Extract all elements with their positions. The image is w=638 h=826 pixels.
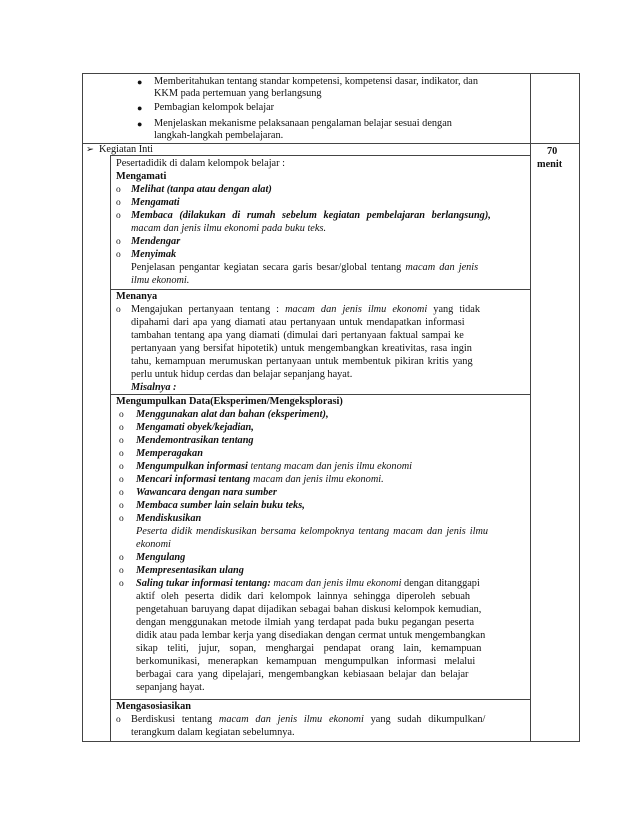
section-divider-mengasosiasikan [110,699,530,700]
mengamati-penjelasan-continued: ilmu ekonomi. [131,275,190,286]
mengamati-item: Menyimak [131,249,177,260]
mengamati-item: Membaca (dilakukan di rumah sebelum kegiatan pembelajaran berlangsung), [131,210,491,221]
intro-bullet-text: KKM pada pertemuan yang berlangsung [154,88,322,99]
mengumpulkan-item: Menggunakan alat dan bahan (eksperiment), [136,409,329,420]
mengumpulkan-item-continued: sikap teliti, jujur, sopan, menghargai pendapat orang lain, kemampuan [136,643,482,654]
mengamati-item: Mengamati [131,197,180,208]
circle-bullet-icon: o [119,514,124,524]
mengasosiasikan-line: terangkum dalam kegiatan sebelumnya. [131,727,295,738]
circle-bullet-icon: o [116,305,121,315]
circle-bullet-icon: o [116,237,121,247]
menanya-misalnya: Misalnya : [131,382,177,393]
mengumpulkan-item: Mendemontrasikan tentang [136,435,254,446]
menanya-line: tambahan tentang apa yang diamati (dimulai dari pertanyaan faktual sampai ke [131,330,464,341]
menanya-line: perlu untuk hidup cerdas dan belajar sepanjang hayat. [131,369,353,380]
arrow-bullet-icon: ➢ [86,145,94,155]
mengumpulkan-item-continued: berkomunikasi, menerapkan kemampuan mengumpulkan informasi melalui [136,656,476,667]
circle-bullet-icon: o [119,475,124,485]
mengumpulkan-item-continued: berbagai cara yang dipelajari, mengembangkan kebiasaan belajar dan belajar [136,669,469,680]
mengumpulkan-item: Wawancara dengan nara sumber [136,487,277,498]
circle-bullet-icon: o [116,250,121,260]
column-divider [530,73,531,742]
section-divider-menanya [110,289,530,290]
mengumpulkan-item-continued: aktif oleh peserta didik dari kelompok lainnya sehingga diperoleh sebuah [136,591,471,602]
mengumpulkan-item: Mendiskusikan [136,513,202,524]
mengamati-item: Melihat (tanpa atau dengan alat) [131,184,272,195]
circle-bullet-icon: o [116,715,121,725]
intro-bullet-text: langkah-langkah pembelajaran. [154,130,284,141]
row-divider-intro [82,143,580,144]
mengamati-title: Mengamati [116,171,167,182]
menanya-line: dipahami dari apa yang diamati atau pertanyaan untuk mendapatkan informasi [131,317,465,328]
duration-unit: menit [537,159,563,170]
intro-bullet-text: Pembagian kelompok belajar [154,102,275,113]
mengamati-penjelasan: Penjelasan pengantar kegiatan secara garis besar/global tentang macam dan jenis [131,262,479,273]
circle-bullet-icon: o [119,436,124,446]
circle-bullet-icon: o [119,553,124,563]
mengumpulkan-item-continued: didik atau pada lembar kerja yang disediakan dengan cermat untuk mengembangkan [136,630,486,641]
circle-bullet-icon: o [119,488,124,498]
table-left-border [82,73,83,742]
inner-box-left-border [110,155,111,742]
mengumpulkan-title: Mengumpulkan Data(Eksperimen/Mengeksplorasi) [116,396,343,407]
menanya-line: tahu, kemampuan merumuskan pertanyaan untuk membentuk pikiran kritis yang [131,356,473,367]
mengumpulkan-item-continued: Peserta didik mendiskusikan bersama kelompoknya tentang macam dan jenis ilmu [136,526,489,537]
table-top-border [82,73,580,74]
bullet-icon: ● [137,77,143,87]
kegiatan-inti-label: Kegiatan Inti [99,144,154,155]
circle-bullet-icon: o [119,566,124,576]
circle-bullet-icon: o [119,462,124,472]
mengumpulkan-item-continued: pengetahuan baruyang dapat dijadikan sebagai bahan diskusi kelompok kemudian, [136,604,482,615]
mengumpulkan-item: Membaca sumber lain selain buku teks, [136,500,305,511]
bullet-icon: ● [137,119,143,129]
circle-bullet-icon: o [116,211,121,221]
menanya-title: Menanya [116,291,158,302]
menanya-line: pertanyaan yang bersifat hipotetik) untuk mengembangkan kreativitas, rasa ingin [131,343,472,354]
table-right-border [579,73,580,742]
mengamati-item: Mendengar [131,236,181,247]
intro-bullet-text: Memberitahukan tentang standar kompetensi, kompetensi dasar, indikator, dan [154,76,479,87]
mengumpulkan-item: Mencari informasi tentang macam dan jenis ilmu ekonomi. [136,474,384,485]
table-bottom-border [82,741,580,742]
circle-bullet-icon: o [119,410,124,420]
bullet-icon: ● [137,103,143,113]
circle-bullet-icon: o [119,423,124,433]
mengumpulkan-item-continued: dengan menggunakan metode ilmiah yang terdapat pada buku pegangan peserta [136,617,475,628]
circle-bullet-icon: o [116,198,121,208]
mengumpulkan-item-continued: sepanjang hayat. [136,682,205,693]
mengumpulkan-item: Mengamati obyek/kejadian, [136,422,254,433]
mengamati-item-continued: macam dan jenis ilmu ekonomi pada buku teks. [131,223,327,234]
inner-box-top-border [110,155,530,156]
menanya-line: Mengajukan pertanyaan tentang : macam dan jenis ilmu ekonomi yang tidak [131,304,480,315]
mengasosiasikan-title: Mengasosiasikan [116,701,191,712]
mengumpulkan-item: Mengulang [136,552,186,563]
circle-bullet-icon: o [119,501,124,511]
mengamati-intro: Pesertadidik di dalam kelompok belajar : [116,158,285,169]
mengasosiasikan-line: Berdiskusi tentang macam dan jenis ilmu ekonomi yang sudah dikumpulkan/ [131,714,486,725]
circle-bullet-icon: o [119,579,124,589]
intro-bullet-text: Menjelaskan mekanisme pelaksanaan pengalaman belajar sesuai dengan [154,118,452,129]
circle-bullet-icon: o [116,185,121,195]
mengumpulkan-item: Mempresentasikan ulang [136,565,244,576]
mengumpulkan-item-continued: ekonomi [136,539,171,550]
mengumpulkan-item: Memperagakan [136,448,203,459]
circle-bullet-icon: o [119,449,124,459]
mengumpulkan-item: Mengumpulkan informasi tentang macam dan jenis ilmu ekonomi [136,461,413,472]
duration-value: 70 [547,146,558,157]
mengumpulkan-item: Saling tukar informasi tentang: macam dan jenis ilmu ekonomi dengan ditanggapi [136,578,480,589]
